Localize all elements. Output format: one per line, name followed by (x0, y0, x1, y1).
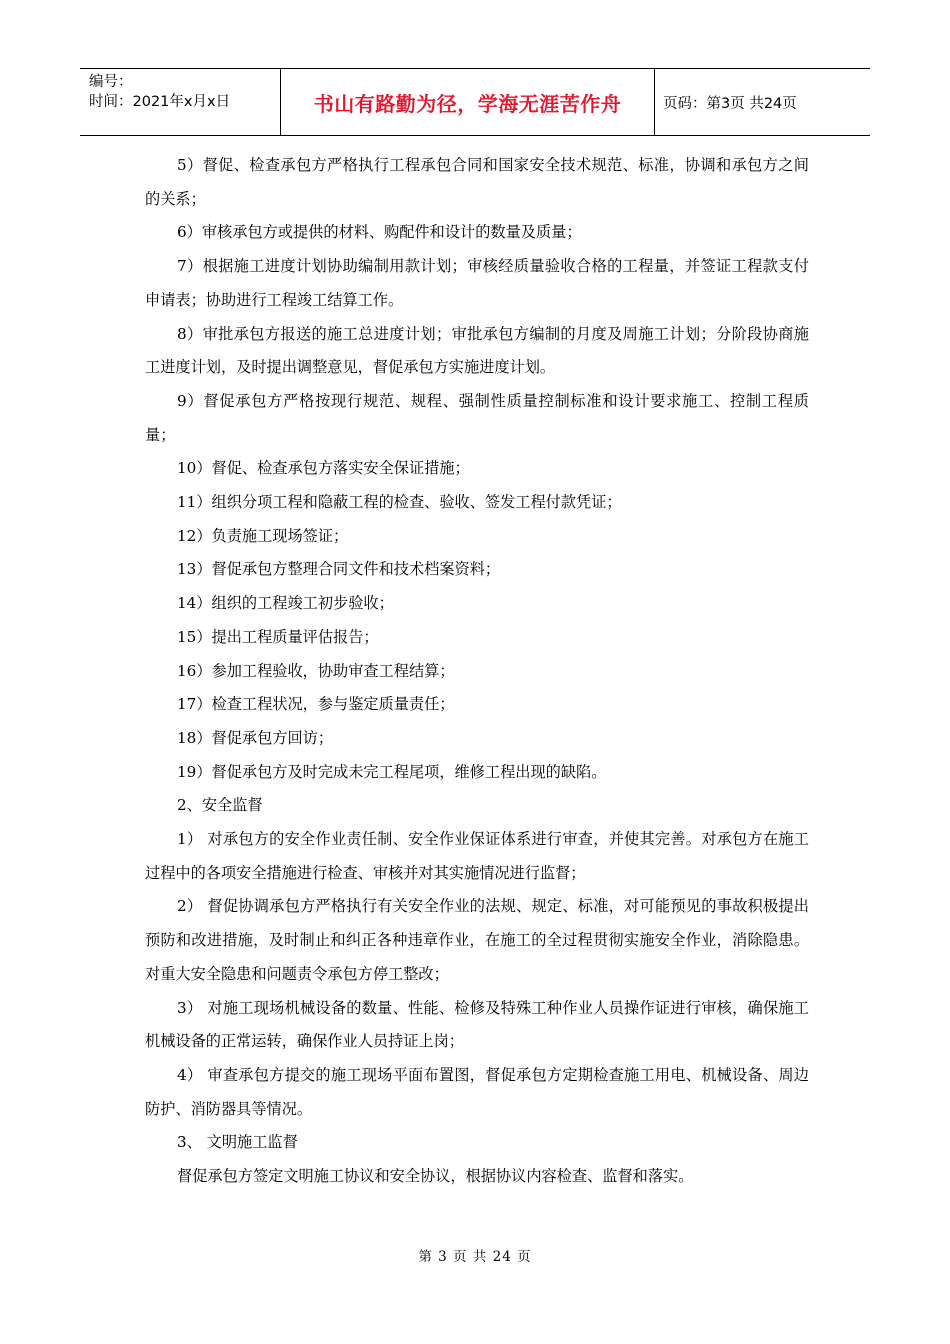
paragraph: 19）督促承包方及时完成未完工程尾项，维修工程出现的缺陷。 (177, 762, 607, 781)
paragraph: 10）督促、检查承包方落实安全保证措施； (177, 459, 470, 478)
paragraph: 2） 督促协调承包方严格执行有关安全作业的法规、规定、标准，对可能预见的事故积极提出预防和改进措施，及时制止和纠正各种违章作业，在施工的全过程贯彻实施安全作业，消除隐患。对重大安全隐患和问题责令承包方停工整改； (145, 897, 809, 983)
page-header (80, 68, 870, 136)
header-page-number: 页码：第3页 共24页 (663, 95, 797, 112)
paragraph: 6）审核承包方或提供的材料、购配件和设计的数量及质量； (177, 223, 582, 242)
paragraph: 16）参加工程验收，协助审查工程结算； (177, 661, 455, 680)
section-heading: 3、 文明施工监督 (177, 1133, 298, 1152)
document-date-label: 时间：2021年x月x日 (89, 94, 231, 110)
paragraph: 1） 对承包方的安全作业责任制、安全作业保证体系进行审查，并使其完善。对承包方在施工过程中的各项安全措施进行检查、审核并对其实施情况进行监督； (145, 830, 809, 882)
page-footer: 第 3 页 共 24 页 (418, 1249, 532, 1265)
paragraph: 18）督促承包方回访； (177, 728, 334, 747)
paragraph: 14）组织的工程竣工初步验收； (177, 594, 394, 613)
paragraph: 13）督促承包方整理合同文件和技术档案资料； (177, 560, 501, 579)
paragraph: 8）审批承包方报送的施工总进度计划；审批承包方编制的月度及周施工计划；分阶段协商施工进度计划，及时提出调整意见，督促承包方实施进度计划。 (145, 324, 809, 377)
document-number-label: 编号： (89, 74, 133, 90)
section-heading: 2、安全监督 (177, 796, 263, 815)
paragraph: 5）督促、检查承包方严格执行工程承包合同和国家安全技术规范、标准，协调和承包方之间的关系； (145, 156, 809, 208)
paragraph: 15）提出工程质量评估报告； (177, 627, 379, 646)
header-motto: 书山有路勤为径，学海无涯苦作舟 (281, 69, 655, 135)
paragraph: 督促承包方签定文明施工协议和安全协议，根据协议内容检查、监督和落实。 (177, 1167, 694, 1186)
paragraph: 7）根据施工进度计划协助编制用款计划；审核经质量验收合格的工程量，并签证工程款支付申请表；协助进行工程竣工结算工作。 (145, 257, 809, 309)
paragraph: 17）检查工程状况，参与鉴定质量责任； (177, 695, 455, 714)
paragraph: 9）督促承包方严格按现行规范、规程、强制性质量控制标准和设计要求施工、控制工程质量； (145, 391, 809, 444)
paragraph: 3） 对施工现场机械设备的数量、性能、检修及特殊工种作业人员操作证进行审核，确保施工机械设备的正常运转，确保作业人员持证上岗； (145, 998, 809, 1051)
paragraph: 12）负责施工现场签证； (177, 526, 349, 545)
paragraph: 4） 审查承包方提交的施工现场平面布置图，督促承包方定期检查施工用电、机械设备、周边防护、消防器具等情况。 (145, 1065, 809, 1118)
paragraph: 11）组织分项工程和隐蔽工程的检查、验收、签发工程付款凭证； (177, 493, 622, 512)
document-body (145, 149, 809, 1194)
header-meta (80, 69, 281, 135)
